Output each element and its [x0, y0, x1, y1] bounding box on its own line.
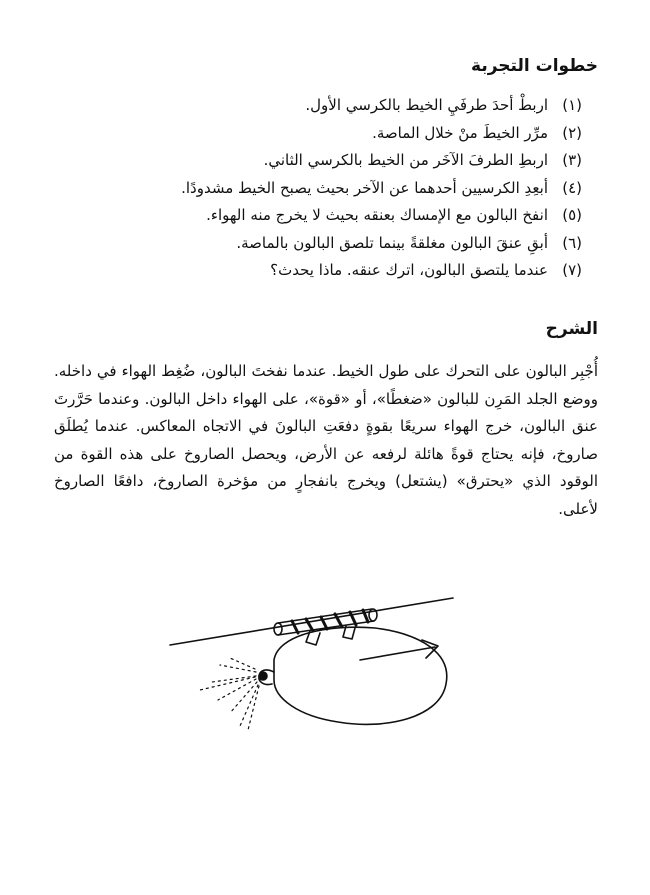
- step-number: (٣): [562, 151, 582, 169]
- step-item: [62, 124, 582, 152]
- steps-heading: خطوات التجربة: [471, 56, 598, 76]
- step-text: انفخ البالون مع الإمساك بعنقه بحيث لا يخرج منه الهواء.: [206, 206, 548, 224]
- step-number: (٧): [562, 261, 582, 279]
- step-item: [62, 151, 582, 179]
- step-text: عندما يلتصق البالون، اترك عنقه. ماذا يحدث؟: [270, 261, 548, 279]
- step-item: [62, 261, 582, 289]
- step-number: (١): [562, 96, 582, 114]
- step-item: [62, 96, 582, 124]
- explanation-heading: الشرح: [545, 319, 598, 339]
- step-item: [62, 206, 582, 234]
- step-item: [62, 179, 582, 207]
- step-number: (٥): [562, 206, 582, 224]
- string-line: [170, 598, 453, 645]
- step-number: (٤): [562, 178, 582, 197]
- step-text: أبقِ عنقَ البالون مغلقةً بينما تلصق البالون بالماصة.: [236, 233, 548, 252]
- balloon-body: [274, 627, 447, 724]
- step-text: اربطِ الطرفَ الآخَر من الخيط بالكرسي الثاني.: [263, 151, 548, 169]
- step-text: مرِّر الخيطَ منْ خلال الماصة.: [372, 123, 548, 142]
- step-text: أبعِدِ الكرسيين أحدهما عن الآخر بحيث يصبح الخيط مشدودًا.: [181, 178, 548, 197]
- step-number: (٦): [562, 233, 582, 252]
- step-item: [62, 234, 582, 262]
- step-text: اربطْ أحدَ طرفَيِ الخيط بالكرسي الأول.: [305, 96, 548, 114]
- explanation-paragraph: أُجْبِر البالون على التحرك على طول الخيط. عندما نفختَ البالون، ضُغِط الهواء في داخله. ووضع الجلد المَرِن للبالون «ضغطًا»، أو «قوة»، على الهواء داخل البالون. وعندما حَرَّرتَ عنق البالون، خرج الهواء سريعًا بقوةٍ دفعَتِ البالونَ في الاتجاه المعاكس. عندما يُطلَق صاروخ، فإنه يحتاج قوةً هائلة لرفعه عن الأرض، ويحصل الصاروخ على هذه القوة من الوقود الذي «يحترق» (يشتعل) ويخرج بانفجارٍ من مؤخرة الصاروخ، دافعًا الصاروخ لأعلى.: [54, 362, 598, 518]
- balloon-rocket-icon: [160, 590, 460, 740]
- steps-list: [62, 96, 582, 289]
- step-number: (٢): [562, 123, 582, 142]
- direction-arrow: [360, 647, 435, 660]
- air-burst: [200, 658, 259, 730]
